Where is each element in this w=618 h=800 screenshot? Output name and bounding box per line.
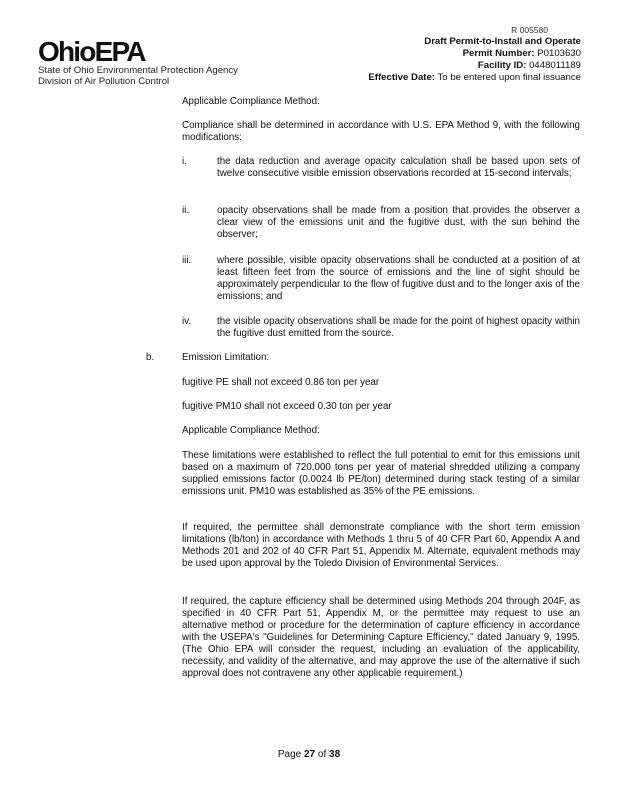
paragraph-capture-efficiency: If required, the capture efficiency shall be determined using Methods 204 through 204F, as specified in 40 CFR Part 51, Appendix M, or the permittee may request to use an alternative method or procedure for the determination of capture efficiency in accordance with the USEPA's "Guidelines for Determining Capture Efficiency," dated January 9, 1995. (The Ohio EPA will consider the request, including an evaluation of the applicability, necessity, and validity of the alternative, and may approve the use of the alternative if such approval does not contravene any other applicable requirement.) [182, 596, 580, 679]
page-total: 38 [329, 749, 341, 760]
page-number: 27 [303, 749, 316, 760]
permit-number-label: Permit Number: [462, 48, 535, 59]
modification-text: the visible opacity observations shall be made for the point of highest opacity within the fugitive dust emitted from the source. [217, 316, 580, 339]
compliance-method-heading: Applicable Compliance Method: [182, 96, 320, 107]
modification-marker: iii. [182, 255, 192, 266]
effective-date [368, 72, 581, 84]
effective-date-label: Effective Date: [368, 72, 436, 83]
modification-text: opacity observations shall be made from a position that provides the observer a clear view of the emissions unit and the fugitive dust, with the sun behind the observer; [217, 205, 580, 240]
section-b-marker: b. [146, 352, 155, 363]
permit-number-value: P0103630 [537, 48, 581, 59]
effective-date-value: To be entered upon final issuance [437, 72, 581, 83]
facility-id-label: Facility ID: [477, 60, 527, 71]
facility-id [478, 60, 581, 72]
modification-marker: ii. [182, 205, 190, 216]
ohio-epa-logo [38, 36, 150, 66]
limit-fugitive-pe: fugitive PE shall not exceed 0.86 ton per year [182, 377, 380, 388]
svg-text:OhioEPA: OhioEPA [38, 36, 145, 66]
page-footer [0, 749, 618, 761]
paragraph-short-term: If required, the permittee shall demonstrate compliance with the short term emission limitations (lb/ton) in accordance with Methods 1 thru 5 of 40 CFR Part 60, Appendix A and Methods 201 and 202 of 40 CFR Part 51, Appendix M. Alternate, equivalent methods may be used upon approval by the Toledo Division of Environmental Services. [182, 522, 580, 569]
emission-limitation-heading: Emission Limitation: [182, 352, 270, 363]
permit-number [463, 48, 581, 60]
document-id: R 005580 [511, 25, 548, 35]
modification-text: where possible, visible opacity observations shall be conducted at a position of at least fifteen feet from the source of emissions and the line of sight should be approximately perpendicular to the flow of fugitive dust and to the longer axis of the emissions; and [217, 255, 580, 302]
modification-text: the data reduction and average opacity calculation shall be based upon sets of twelve consecutive visible emission observations recorded at 15-second intervals; [217, 156, 580, 179]
modification-marker: iv. [182, 316, 192, 327]
page-prefix: Page [277, 749, 302, 760]
compliance-intro: Compliance shall be determined in accordance with U.S. EPA Method 9, with the following modifications: [182, 120, 580, 143]
modification-marker: i. [182, 156, 187, 167]
permit-title: Draft Permit-to-Install and Operate [424, 36, 581, 47]
page-of: of [317, 749, 327, 760]
division-name: Division of Air Pollution Control [38, 76, 170, 87]
limit-fugitive-pm10: fugitive PM10 shall not exceed 0.30 ton per year [182, 401, 392, 412]
facility-id-value: 0448011189 [529, 60, 581, 71]
agency-name: State of Ohio Environmental Protection Agency [38, 65, 238, 76]
compliance-method-heading-2: Applicable Compliance Method: [182, 425, 320, 436]
paragraph-limitations: These limitations were established to reflect the full potential to emit for this emissions unit based on a maximum of 720,000 tons per year of material shredded utilizing a company supplied emissions factor (0.0024 lb PE/ton) determined during stack testing of a similar emissions unit. PM10 was established as 35% of the PE emissions. [182, 450, 580, 497]
